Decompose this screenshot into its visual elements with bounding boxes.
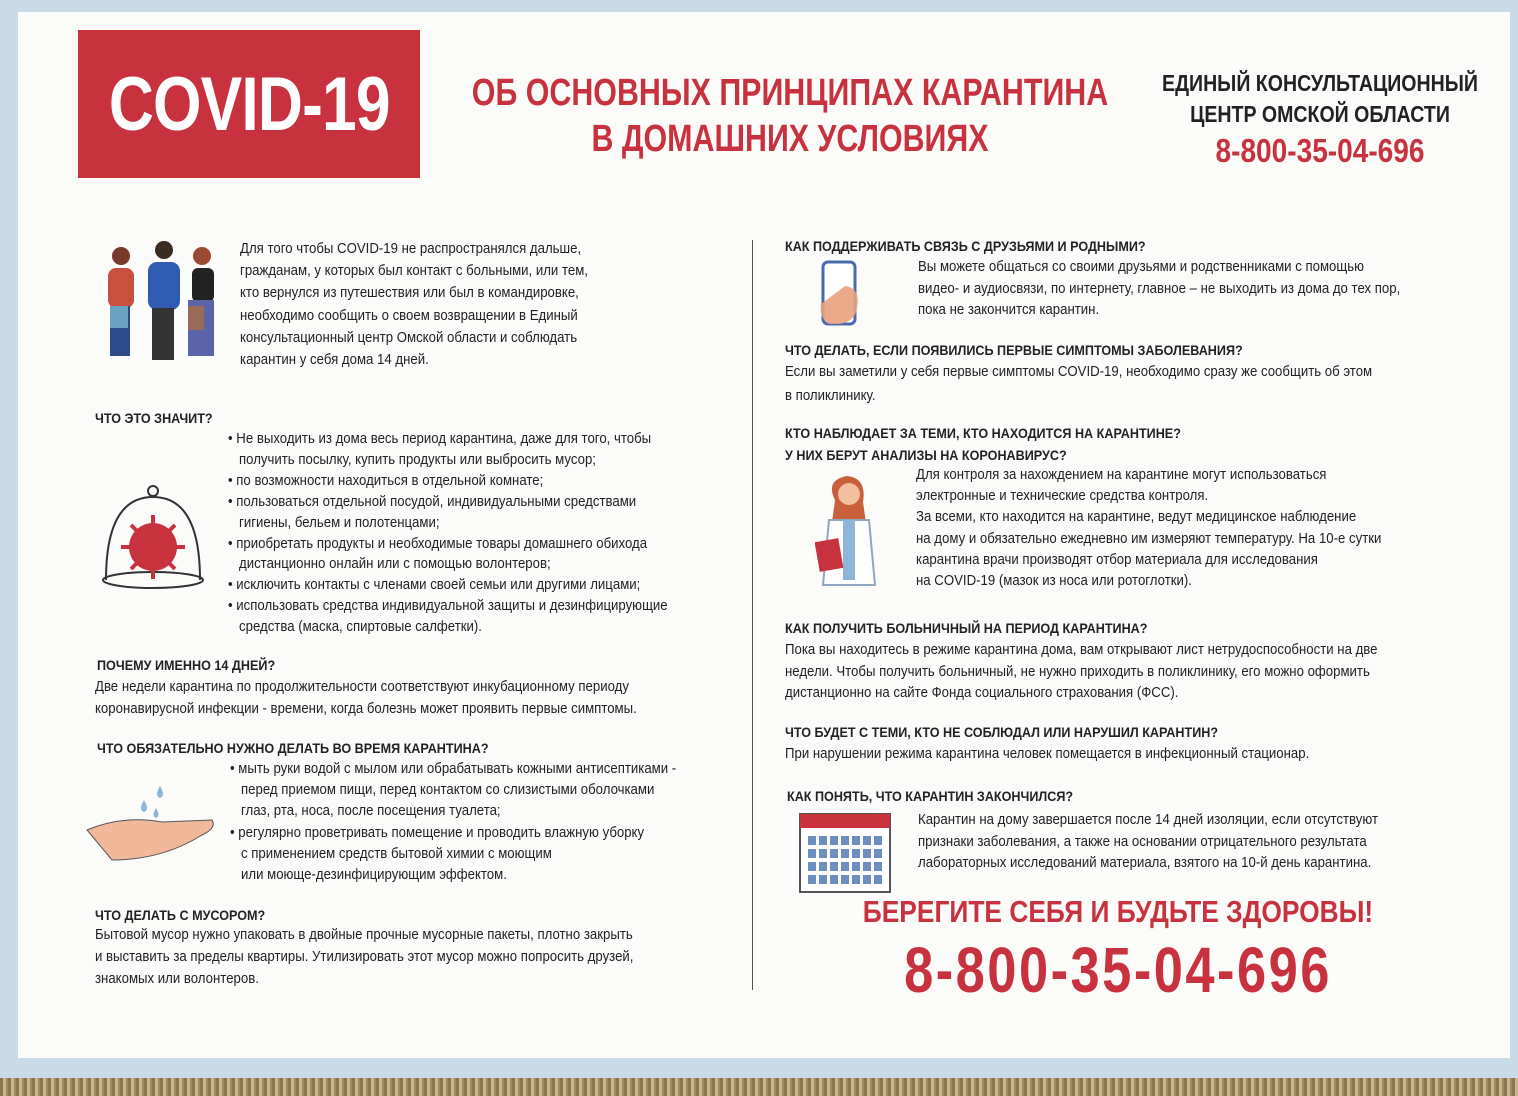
text-line: консультационный центр Омской области и соблюдать	[240, 328, 578, 346]
calendar-day	[852, 849, 860, 858]
text-line: гигиены, бельем и полотенцами;	[228, 513, 440, 531]
section-heading: У НИХ БЕРУТ АНАЛИЗЫ НА КОРОНАВИРУС?	[785, 447, 1067, 463]
text-line: карантин у себя дома 14 дней.	[240, 351, 429, 369]
text-line: получить посылку, купить продукты или выбросить мусор;	[228, 450, 596, 468]
calendar-day	[808, 836, 816, 845]
calendar-day	[830, 849, 838, 858]
text-line: Бытовой мусор нужно упаковать в двойные прочные мусорные пакеты, плотно закрыть	[95, 926, 633, 943]
text-line: коронавирусной инфекции - времени, когда болезнь может проявить первые симптомы.	[95, 700, 637, 717]
calendar-day	[863, 862, 871, 871]
calendar-day	[841, 849, 849, 858]
section-text	[95, 924, 707, 990]
calendar-day	[841, 836, 849, 845]
text-line: перед приемом пищи, перед контактом со слизистыми оболочками	[230, 781, 655, 799]
text-line: Вы можете общаться со своими друзьями и родственниками с помощью	[918, 258, 1365, 275]
title-line: В ДОМАШНИХ УСЛОВИЯХ	[591, 118, 989, 160]
section-text	[918, 256, 1466, 321]
section-text	[916, 464, 1445, 591]
calendar-day	[830, 862, 838, 871]
text-line: Карантин на дому завершается после 14 дней изоляции, если отсутствуют	[918, 811, 1379, 828]
section-text	[228, 429, 728, 638]
text-line: видео- и аудиосвязи, по интернету, главное – не выходить из дома до тех пор,	[918, 279, 1401, 297]
text-line: • пользоваться отдельной посудой, индивидуальными средствами	[228, 492, 637, 510]
section-text	[785, 639, 1458, 704]
calendar-day	[852, 875, 860, 884]
section-heading: ПОЧЕМУ ИМЕННО 14 ДНЕЙ?	[97, 657, 276, 673]
text-line: в поликлинику.	[785, 387, 876, 404]
text-line: на дому и обязательно ежедневно им измеряют температуру. На 10-е сутки	[916, 529, 1382, 547]
section-heading: ЧТО ОБЯЗАТЕЛЬНО НУЖНО ДЕЛАТЬ ВО ВРЕМЯ КАРАНТИНА?	[97, 740, 489, 756]
text-line: гражданам, у которых был контакт с больными, или тем,	[240, 262, 588, 280]
text-line: Для контроля за нахождением на карантине могут использоваться	[916, 466, 1327, 483]
text-line: дистанционно онлайн или с помощью волонтеров;	[228, 555, 551, 573]
calendar-day	[874, 862, 882, 871]
section-heading: ЧТО ДЕЛАТЬ С МУСОРОМ?	[95, 907, 266, 923]
calendar-day	[830, 836, 838, 845]
column-divider	[752, 240, 753, 990]
section-text	[240, 238, 635, 371]
text-line: • мыть руки водой с мылом или обрабатывать кожными антисептиками -	[230, 760, 677, 777]
calendar-day	[874, 836, 882, 845]
text-line: глаз, рта, носа, после посещения туалета;	[230, 802, 501, 820]
farewell-slogan: БЕРЕГИТЕ СЕБЯ И БУДЬТЕ ЗДОРОВЫ!	[862, 894, 1374, 929]
text-line: Для того чтобы COVID-19 не распространялся дальше,	[240, 240, 582, 257]
section-heading: ЧТО БУДЕТ С ТЕМИ, КТО НЕ СОБЛЮДАЛ ИЛИ НАРУШИЛ КАРАНТИН?	[785, 724, 1219, 740]
calendar-day	[819, 875, 827, 884]
calendar-day	[808, 862, 816, 871]
text-line: Две недели карантина по продолжительности соответствуют инкубационному периоду	[95, 678, 629, 695]
text-line: лабораторных исследований материала, взятого на 10-й день карантина.	[918, 854, 1372, 871]
smartphone-icon	[815, 258, 870, 330]
calendar-day	[841, 862, 849, 871]
center-name-line: ЦЕНТР ОМСКОЙ ОБЛАСТИ	[1190, 101, 1450, 127]
title-line: ОБ ОСНОВНЫХ ПРИНЦИПАХ КАРАНТИНА	[471, 72, 1109, 114]
text-line: • регулярно проветривать помещение и проводить влажную уборку	[230, 823, 645, 841]
header-phone: 8-800-35-04-696	[1215, 132, 1425, 169]
calendar-day	[874, 849, 882, 858]
calendar-icon	[798, 808, 892, 894]
section-heading: КАК ПОДДЕРЖИВАТЬ СВЯЗЬ С ДРУЗЬЯМИ И РОДНЫМИ?	[785, 238, 1146, 254]
calendar-day	[863, 875, 871, 884]
text-line: Если вы заметили у себя первые симптомы COVID-19, необходимо сразу же сообщить об этом	[785, 363, 1373, 380]
calendar-day	[819, 849, 827, 858]
text-line: карантина врачи производят отбор материала для исследования	[916, 550, 1318, 568]
text-line: знакомых или волонтеров.	[95, 970, 259, 987]
table-edge	[0, 1078, 1518, 1096]
calendar-day	[819, 862, 827, 871]
text-line: • приобретать продукты и необходимые товары домашнего обихода	[228, 534, 648, 552]
covid-logo: COVID-19	[78, 30, 420, 178]
text-line: и выставить за пределы квартиры. Утилизировать этот мусор можно попросить друзей,	[95, 948, 634, 965]
virus-dome-icon	[98, 485, 208, 590]
calendar-day	[852, 836, 860, 845]
text-line: За всеми, кто находится на карантине, ведут медицинское наблюдение	[916, 508, 1357, 526]
doctor-illustration	[815, 470, 885, 590]
calendar-day	[841, 875, 849, 884]
text-line: или моюще-дезинфицирующим эффектом.	[230, 866, 507, 884]
section-heading: ЧТО ЭТО ЗНАЧИТ?	[95, 410, 213, 426]
text-line: • по возможности находиться в отдельной комнате;	[228, 471, 544, 489]
text-line: на COVID-19 (мазок из носа или ротоглотки).	[916, 572, 1192, 590]
calendar-day	[808, 875, 816, 884]
calendar-day	[852, 862, 860, 871]
text-line: недели. Чтобы получить больничный, не нужно приходить в поликлинику, его можно оформить	[785, 662, 1370, 680]
text-line: Пока вы находитесь в режиме карантина дома, вам открывают лист нетрудоспособности на две	[785, 641, 1378, 658]
section-heading: КАК ПОНЯТЬ, ЧТО КАРАНТИН ЗАКОНЧИЛСЯ?	[787, 788, 1074, 804]
calendar-day	[863, 836, 871, 845]
text-line: кто вернулся из путешествия или был в командировке,	[240, 284, 579, 302]
text-line: признаки заболевания, а также на основании отрицательного результата	[918, 832, 1367, 850]
text-line: При нарушении режима карантина человек помещается в инфекционный стационар.	[785, 745, 1310, 762]
section-heading: КАК ПОЛУЧИТЬ БОЛЬНИЧНЫЙ НА ПЕРИОД КАРАНТИНА?	[785, 620, 1148, 636]
footer-phone: 8-800-35-04-696	[904, 934, 1332, 1006]
text-line: • исключить контакты с членами своей семьи или другими лицами;	[228, 576, 641, 594]
text-line: дистанционно на сайте Фонда социального страхования (ФСС).	[785, 684, 1179, 701]
section-text	[95, 676, 711, 720]
text-line: • Не выходить из дома весь период карантина, даже для того, чтобы	[228, 430, 652, 447]
center-name-line: ЕДИНЫЙ КОНСУЛЬТАЦИОННЫЙ	[1162, 70, 1478, 96]
text-line: необходимо сообщить о своем возвращении в Единый	[240, 306, 578, 324]
section-text	[785, 743, 1381, 764]
consult-center	[1130, 68, 1510, 170]
text-line: с применением средств бытовой химии с моющим	[230, 844, 552, 862]
text-line: пока не закончится карантин.	[918, 301, 1100, 318]
calendar-day	[819, 836, 827, 845]
calendar-day	[808, 849, 816, 858]
section-text	[918, 809, 1441, 874]
section-text	[785, 360, 1452, 408]
washing-hands-icon	[82, 780, 222, 870]
text-line: электронные и технические средства контроля.	[916, 487, 1209, 505]
text-line: средства (маска, спиртовые салфетки).	[228, 618, 482, 636]
calendar-day	[863, 849, 871, 858]
section-heading: ЧТО ДЕЛАТЬ, ЕСЛИ ПОЯВИЛИСЬ ПЕРВЫЕ СИМПТОМЫ ЗАБОЛЕВАНИЯ?	[785, 342, 1243, 358]
people-illustration	[88, 240, 228, 365]
poster-title	[390, 70, 1190, 162]
text-line: • использовать средства индивидуальной защиты и дезинфицирующие	[228, 597, 668, 615]
calendar-day	[830, 875, 838, 884]
calendar-day	[874, 875, 882, 884]
section-text	[230, 758, 737, 885]
section-heading: КТО НАБЛЮДАЕТ ЗА ТЕМИ, КТО НАХОДИТСЯ НА КАРАНТИНЕ?	[785, 425, 1181, 441]
